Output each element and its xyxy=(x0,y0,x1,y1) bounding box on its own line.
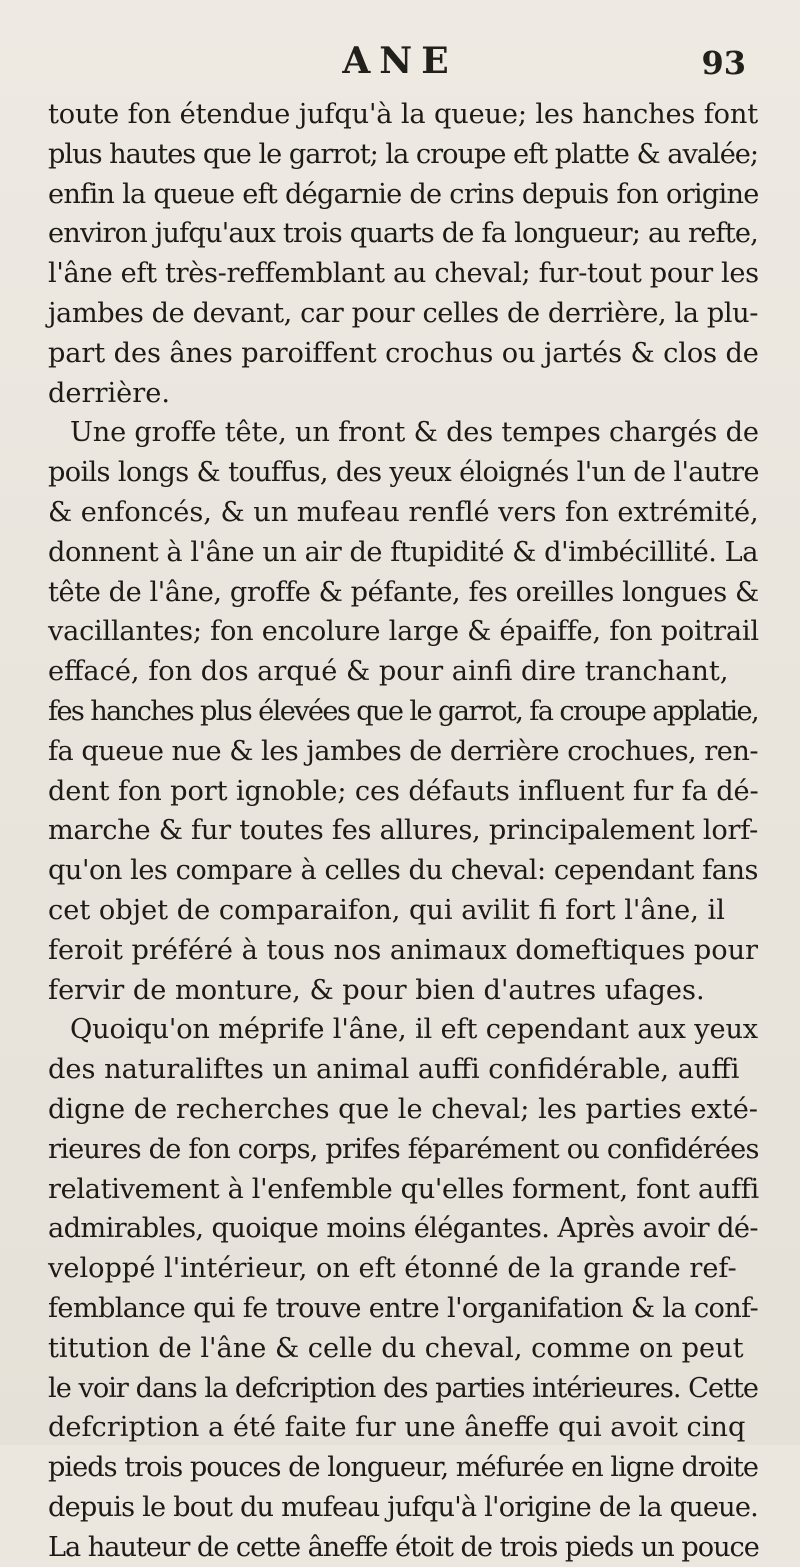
paragraph-start-line: Une groffe tête, un front & des tempes chargés de xyxy=(70,417,759,449)
text-line: donnent à l'âne un air de ftupidité & d'imbécillité. La xyxy=(48,536,759,568)
text-line: veloppé l'intérieur, on eft étonné de la grande ref- xyxy=(48,1253,737,1285)
text-line: feroit préféré à tous nos animaux domeftiques pour xyxy=(48,934,759,966)
text-line: titution de l'âne & celle du cheval, comme on peut xyxy=(48,1332,744,1364)
text-line: effacé, fon dos arqué & pour ainfi dire tranchant, xyxy=(48,656,729,688)
text-line: depuis le bout du mufeau jufqu'à l'origine de la queue. xyxy=(48,1491,759,1523)
text-line: La hauteur de cette âneffe étoit de trois pieds un pouce xyxy=(48,1531,759,1563)
text-line: fa queue nue & les jambes de derrière crochues, ren- xyxy=(48,735,758,767)
text-line: dent fon port ignoble; ces défauts influent fur fa dé- xyxy=(48,775,759,807)
text-line: derrière. xyxy=(48,377,170,409)
text-line: relativement à l'enfemble qu'elles forment, font auffi xyxy=(48,1173,759,1205)
text-line: plus hautes que le garrot; la croupe eft platte & avalée; xyxy=(48,138,759,170)
text-line: vacillantes; fon encolure large & épaiffe, fon poitrail xyxy=(48,616,759,648)
text-line: tête de l'âne, groffe & péfante, fes oreilles longues & xyxy=(48,576,759,608)
text-line: environ jufqu'aux trois quarts de fa longueur; au refte, xyxy=(48,218,758,250)
text-line: poils longs & touffus, des yeux éloignés l'un de l'autre xyxy=(48,457,759,489)
running-title: ANE xyxy=(342,40,458,82)
body-text xyxy=(48,95,758,1567)
text-line: digne de recherches que le cheval; les parties exté- xyxy=(48,1093,758,1125)
running-head xyxy=(48,40,752,90)
text-line: des naturaliftes un animal auffi confidérable, auffi xyxy=(48,1054,740,1086)
text-line: pieds trois pouces de longueur, méfurée en ligne droite xyxy=(48,1452,758,1484)
text-line: & enfoncés, & un mufeau renflé vers fon extrémité, xyxy=(48,496,759,528)
text-line: admirables, quoique moins élégantes. Après avoir dé- xyxy=(48,1213,759,1245)
text-line: part des ânes paroiffent crochus ou jartés & clos de xyxy=(48,337,759,369)
text-line: marche & fur toutes fes allures, principalement lorf- xyxy=(48,815,759,847)
text-line: toute fon étendue jufqu'à la queue; les hanches font xyxy=(48,99,759,130)
text-line: enfin la queue eft dégarnie de crins depuis fon origine xyxy=(48,178,759,210)
text-line: fervir de monture, & pour bien d'autres ufages. xyxy=(48,974,705,1006)
text-line: rieures de fon corps, prifes féparément ou confidérées xyxy=(48,1133,759,1165)
page-number: 93 xyxy=(701,44,746,82)
text-line: le voir dans la defcription des parties intérieures. Cette xyxy=(48,1372,759,1404)
text-line: l'âne eft très-reffemblant au cheval; fur-tout pour les xyxy=(48,258,759,290)
text-line: qu'on les compare à celles du cheval: cependant fans xyxy=(48,855,758,887)
paragraph-start-line: Quoiqu'on méprife l'âne, il eft cependant aux yeux xyxy=(70,1014,758,1046)
text-line: femblance qui fe trouve entre l'organifation & la conf- xyxy=(48,1292,759,1324)
text-line: defcription a été faite fur une âneffe qui avoit cinq xyxy=(48,1412,746,1444)
text-line: jambes de devant, car pour celles de derrière, la plu- xyxy=(48,297,759,329)
text-line: fes hanches plus élevées que le garrot, fa croupe applatie, xyxy=(48,695,758,727)
text-line: cet objet de comparaifon, qui avilit fi fort l'âne, il xyxy=(48,894,725,926)
